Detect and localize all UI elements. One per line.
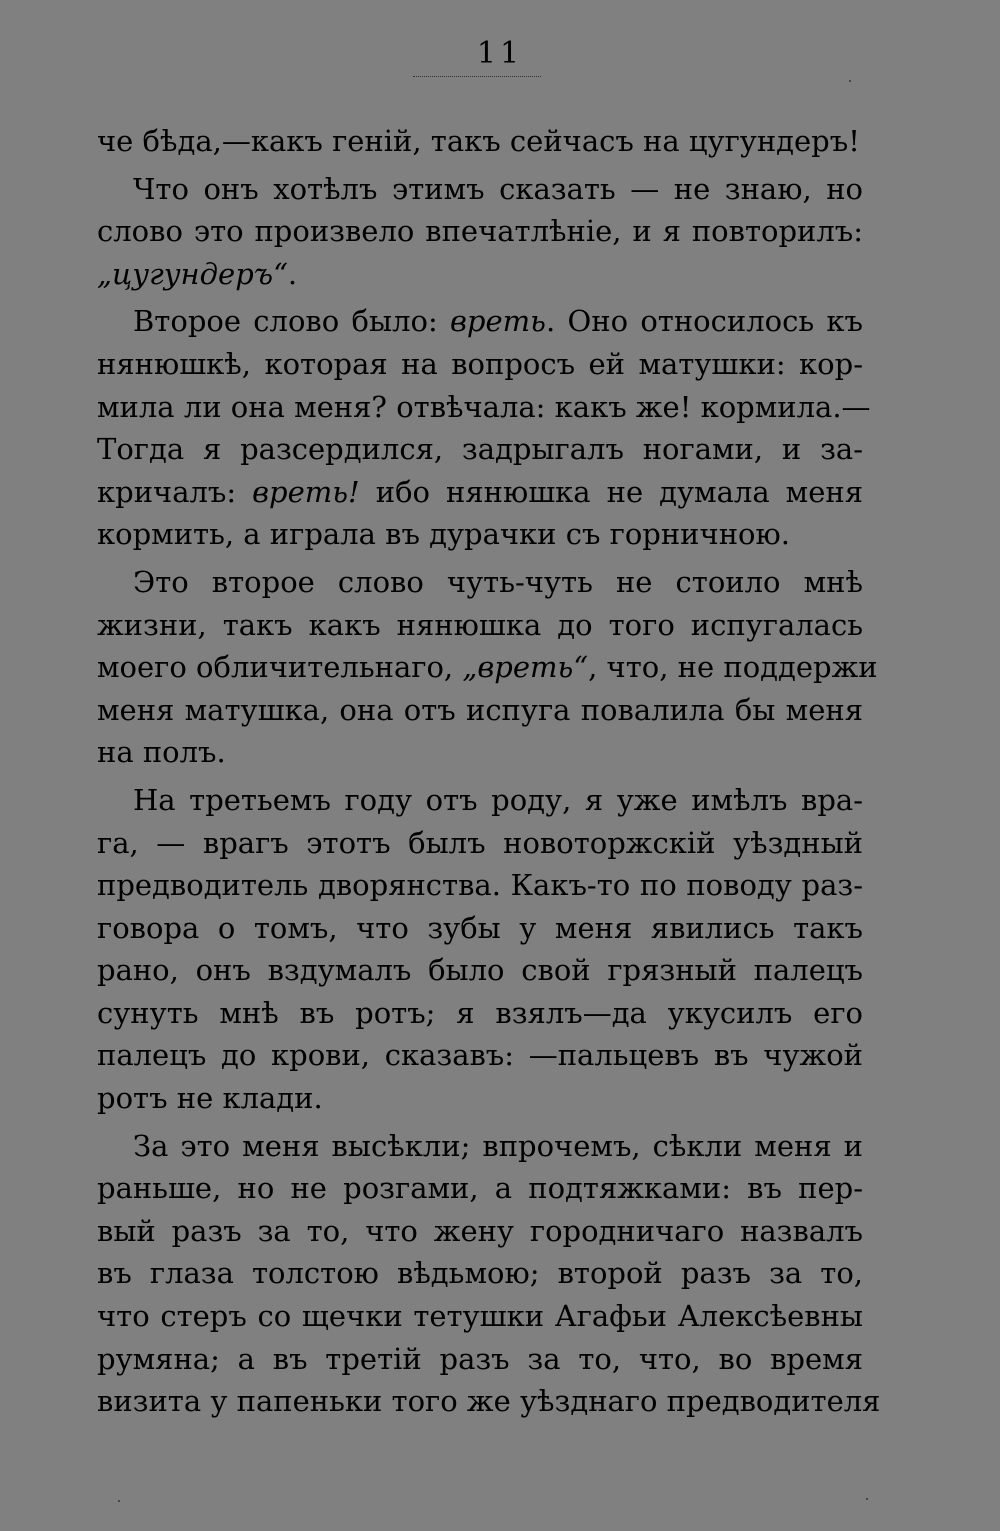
text-line bbox=[97, 210, 863, 253]
text-segment: жизни, такъ какъ нянюшка до того испугалась bbox=[97, 607, 863, 642]
text-segment: кричалъ: bbox=[97, 474, 253, 509]
text-segment: моего обличительнаго, bbox=[97, 650, 463, 685]
text-segment: на полъ. bbox=[97, 735, 226, 770]
text-line bbox=[97, 561, 863, 604]
text-line bbox=[97, 1034, 863, 1077]
text-segment: Тогда я разсердился, задрыгалъ ногами, и за- bbox=[97, 432, 863, 467]
page-speck bbox=[866, 1498, 868, 1500]
text-line bbox=[97, 731, 863, 774]
paragraph bbox=[97, 168, 863, 296]
text-line bbox=[97, 1210, 863, 1253]
text-segment: нянюшкѣ, которая на вопросъ ей матушки: кор- bbox=[97, 346, 863, 381]
italic-word: „цугундеръ“ bbox=[97, 256, 288, 291]
italic-word: вреть bbox=[450, 304, 546, 339]
text-line bbox=[97, 343, 863, 386]
text-line bbox=[97, 907, 863, 950]
text-segment: Это второе слово чуть-чуть не стоило мнѣ bbox=[133, 564, 863, 599]
text-segment: Что онъ хотѣлъ этимъ сказать — не знаю, но bbox=[133, 171, 863, 206]
text-segment: въ глаза толстою вѣдьмою; второй разъ за то, bbox=[97, 1256, 863, 1291]
text-segment: слово это произвело впечатлѣніе, и я повторилъ: bbox=[97, 214, 863, 249]
text-segment: раньше, но не розгами, а подтяжками: въ пер- bbox=[97, 1171, 863, 1206]
text-line bbox=[97, 253, 863, 296]
text-line bbox=[97, 949, 863, 992]
text-segment: сунуть мнѣ въ ротъ; я взялъ—да укусилъ его bbox=[97, 995, 863, 1030]
text-segment: , что, не поддержи bbox=[588, 650, 878, 685]
text-line bbox=[97, 1077, 863, 1120]
text-segment: вый разъ за то, что жену городничаго назвалъ bbox=[97, 1213, 863, 1248]
paragraph bbox=[97, 779, 863, 1120]
text-segment: что стеръ со щечки тетушки Агафьи Алексѣевны bbox=[97, 1299, 863, 1334]
text-line bbox=[97, 1252, 863, 1295]
text-line bbox=[97, 689, 863, 732]
text-segment: предводитель дворянства. Какъ-то по поводу раз- bbox=[97, 868, 863, 903]
text-line bbox=[97, 386, 871, 429]
text-segment: визита у папеньки того же уѣзднаго предводителя bbox=[97, 1384, 881, 1419]
text-segment: га, — врагъ этотъ былъ новоторжскій уѣздный bbox=[97, 825, 863, 860]
text-line bbox=[97, 513, 863, 556]
text-segment: На третьемъ году отъ роду, я уже имѣлъ вра- bbox=[133, 782, 863, 817]
text-segment: . bbox=[287, 256, 298, 291]
header-rule bbox=[413, 76, 541, 77]
text-line bbox=[97, 1125, 863, 1168]
text-segment: ибо нянюшка не думала меня bbox=[359, 474, 863, 509]
text-segment: кормить, а играла въ дурачки съ горничною. bbox=[97, 517, 790, 552]
text-segment: румяна; а въ третій разъ за то, что, во время bbox=[97, 1341, 863, 1376]
text-line bbox=[97, 471, 863, 514]
text-segment: мила ли она меня? отвѣчала: какъ же! кормила.— bbox=[97, 389, 871, 424]
text-segment: меня матушка, она отъ испуга повалила бы меня bbox=[97, 692, 863, 727]
page-speck bbox=[118, 1500, 120, 1502]
text-segment: За это меня высѣкли; впрочемъ, сѣкли меня и bbox=[133, 1128, 863, 1163]
text-line bbox=[97, 1380, 881, 1423]
text-line bbox=[97, 864, 863, 907]
text-line bbox=[97, 1167, 863, 1210]
text-line bbox=[97, 428, 863, 471]
italic-word: „вреть“ bbox=[462, 650, 589, 685]
text-line bbox=[97, 120, 863, 163]
text-line bbox=[97, 1338, 863, 1381]
text-segment: че бѣда,—какъ геній, такъ сейчасъ на цугундеръ! bbox=[97, 124, 860, 158]
text-line bbox=[97, 1295, 863, 1338]
text-segment: палецъ до крови, сказавъ: —пальцевъ въ чужой bbox=[97, 1038, 863, 1073]
text-segment: говора о томъ, что зубы у меня явились такъ bbox=[97, 910, 863, 945]
text-line bbox=[97, 822, 863, 865]
text-line bbox=[97, 168, 863, 211]
text-line bbox=[97, 604, 863, 647]
body-text bbox=[97, 120, 881, 1423]
text-segment: ротъ не клади. bbox=[97, 1081, 323, 1116]
page-number: 11 bbox=[476, 36, 524, 71]
text-line bbox=[97, 300, 863, 343]
text-segment: рано, онъ вздумалъ было свой грязный палецъ bbox=[97, 953, 863, 988]
paragraph bbox=[97, 1125, 881, 1423]
text-segment: Второе слово было: bbox=[133, 304, 451, 339]
paragraph bbox=[97, 561, 878, 774]
paragraph bbox=[97, 120, 863, 163]
text-line bbox=[97, 779, 863, 822]
paragraph bbox=[97, 300, 871, 556]
italic-word: вреть! bbox=[252, 474, 360, 509]
text-line bbox=[97, 992, 863, 1035]
text-segment: . Оно относилось къ bbox=[545, 304, 863, 339]
page-speck bbox=[849, 80, 851, 82]
text-line bbox=[97, 646, 878, 689]
